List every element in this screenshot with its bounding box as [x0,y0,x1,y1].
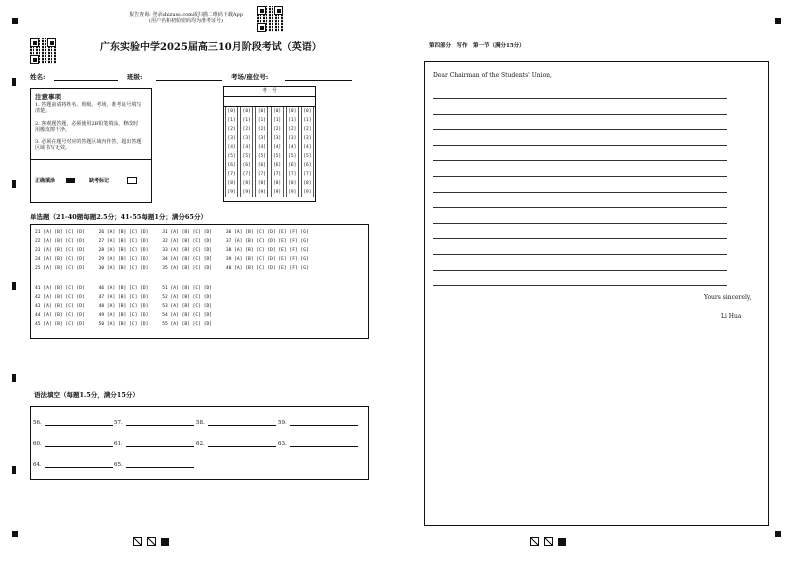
student-qr-code [30,38,56,64]
exam-number-bubble[interactable]: [2] [242,127,251,132]
exam-number-bubble[interactable]: [9] [273,190,282,195]
exam-number-bubble[interactable]: [0] [227,109,236,114]
exam-number-bubble[interactable]: [0] [242,109,251,114]
writing-line[interactable] [433,270,727,271]
grammar-item-56[interactable]: 56. [33,419,113,426]
grammar-item-60[interactable]: 60. [33,440,113,447]
notice-item-1: 1. 答题前请将姓名、班级、考场、准考证号填写清楚。 [35,102,142,114]
exam-number-bubble[interactable]: [8] [303,181,312,186]
exam-number-bubble[interactable]: [7] [227,172,236,177]
exam-number-bubble[interactable]: [7] [288,172,297,177]
absent-checkbox[interactable] [127,177,137,184]
timing-mark [12,78,16,86]
mcq-row[interactable]: 22 [A] [B] [C] [D] 27 [A] [B] [C] [D] 32 [A] [B] [C] [D] 37 [A] [B] [C] [D] [E] [F] [G] [35,239,309,244]
mcq-row[interactable]: 41 [A] [B] [C] [D] 46 [A] [B] [C] [D] 51 [A] [B] [C] [D] [35,286,213,291]
exam-number-bubble[interactable]: [1] [273,118,282,123]
exam-number-bubble[interactable]: [6] [303,163,312,168]
exam-number-bubble[interactable]: [5] [273,154,282,159]
grammar-item-58[interactable]: 58. [196,419,276,426]
exam-number-bubble[interactable]: [7] [273,172,282,177]
exam-number-bubble[interactable]: [9] [303,190,312,195]
mcq-row[interactable]: 43 [A] [B] [C] [D] 48 [A] [B] [C] [D] 53 [A] [B] [C] [D] [35,304,213,309]
writing-salutation: Dear Chairman of the Students' Union, [433,72,552,79]
writing-line[interactable] [433,114,727,115]
exam-number-bubble[interactable]: [3] [288,136,297,141]
exam-number-bubble[interactable]: [4] [303,145,312,150]
notice-box [30,88,152,203]
exam-title: 广东实验中学2025届高三10月阶段考试（英语） [100,42,322,53]
exam-number-bubble[interactable]: [1] [257,118,266,123]
report-notice [116,12,256,24]
exam-number-bubble[interactable]: [8] [288,181,297,186]
class-field[interactable] [156,80,222,81]
page-marker-right [530,531,570,539]
exam-number-bubble[interactable]: [0] [303,109,312,114]
corner-mark-bottom-left [12,531,18,537]
grammar-item-63[interactable]: 63. [278,440,358,447]
writing-line[interactable] [433,207,727,208]
exam-number-bubble[interactable]: [6] [242,163,251,168]
grammar-item-59[interactable]: 59. [278,419,358,426]
report-notice-line2: (用户名和初始密码均为准考证号) [149,18,223,24]
exam-number-bubble[interactable]: [7] [242,172,251,177]
exam-number-bubble[interactable]: [7] [257,172,266,177]
exam-number-bubble[interactable]: [2] [257,127,266,132]
exam-number-heading: 考 号 [224,87,315,97]
grammar-box [30,406,369,480]
exam-number-bubble[interactable]: [0] [273,109,282,114]
exam-number-bubble[interactable]: [3] [257,136,266,141]
exam-number-bubble[interactable]: [6] [227,163,236,168]
mcq-heading: 单选题（21-40题每题2.5分；41-55每题1分；满分65分） [30,213,207,221]
exam-number-bubble[interactable]: [0] [257,109,266,114]
app-qr-code[interactable] [257,6,283,32]
writing-line[interactable] [433,176,727,177]
correct-fill-sample [66,178,75,183]
writing-line[interactable] [433,160,727,161]
writing-closing: Yours sincerely, [704,294,752,301]
exam-number-write-row[interactable] [224,96,315,107]
timing-mark [12,466,16,474]
corner-mark-top-right [775,18,781,24]
notice-item-2: 2. 客观题答题，必须使用2B铅笔填涂，修改时用橡皮擦干净。 [35,121,139,133]
exam-number-bubble[interactable]: [5] [242,154,251,159]
exam-number-bubble[interactable]: [4] [242,145,251,150]
grammar-item-61[interactable]: 61. [114,440,194,447]
writing-line[interactable] [433,129,727,130]
notice-divider [31,159,151,160]
exam-number-bubble[interactable]: [3] [303,136,312,141]
exam-number-column [225,107,238,197]
exam-number-bubble[interactable]: [2] [227,127,236,132]
notice-heading: 注意事项 [35,93,61,101]
exam-number-bubble[interactable]: [3] [227,136,236,141]
exam-number-bubble[interactable]: [4] [288,145,297,150]
grammar-item-57[interactable]: 57. [114,419,194,426]
corner-mark-bottom-right [775,531,781,537]
exam-number-bubble[interactable]: [1] [227,118,236,123]
exam-number-bubble[interactable]: [1] [288,118,297,123]
absent-label: 缺考标记 [89,178,110,184]
grammar-item-62[interactable]: 62. [196,440,276,447]
name-label: 姓名: [30,73,46,81]
writing-line[interactable] [433,192,727,193]
writing-line[interactable] [433,238,727,239]
page-marker-left [133,531,173,539]
exam-number-column [271,107,284,197]
exam-number-bubble[interactable]: [5] [303,154,312,159]
exam-number-bubble[interactable]: [8] [227,181,236,186]
exam-number-bubble[interactable]: [9] [227,190,236,195]
exam-number-column [286,107,299,197]
timing-mark [12,374,16,382]
writing-heading: 第四部分 写作 第一节（满分15分） [429,43,525,49]
exam-number-bubble[interactable]: [8] [257,181,266,186]
exam-number-bubble[interactable]: [5] [227,154,236,159]
mcq-row[interactable]: 23 [A] [B] [C] [D] 28 [A] [B] [C] [D] 33 [A] [B] [C] [D] 38 [A] [B] [C] [D] [E] [F] [G] [35,248,309,253]
exam-number-bubble[interactable]: [0] [288,109,297,114]
exam-number-bubble[interactable]: [4] [273,145,282,150]
exam-number-bubble[interactable]: [6] [257,163,266,168]
mcq-row[interactable]: 45 [A] [B] [C] [D] 50 [A] [B] [C] [D] 55 [A] [B] [C] [D] [35,322,213,327]
exam-number-column [255,107,268,197]
seat-field[interactable] [285,80,352,81]
exam-number-bubble[interactable]: [1] [303,118,312,123]
grammar-item-65[interactable]: 65. [114,461,194,468]
exam-number-bubble[interactable]: [7] [303,172,312,177]
writing-line[interactable] [433,285,727,286]
exam-number-bubble[interactable]: [3] [242,136,251,141]
grammar-item-64[interactable]: 64. [33,461,113,468]
writing-line[interactable] [433,145,727,146]
timing-mark [12,282,16,290]
report-notice-line1: 报告查询: 登录shizuss.com或扫描二维码下载App [129,12,243,18]
exam-number-column [240,107,253,197]
name-field[interactable] [54,80,118,81]
exam-number-bubble[interactable]: [9] [257,190,266,195]
mcq-row[interactable]: 42 [A] [B] [C] [D] 47 [A] [B] [C] [D] 52 [A] [B] [C] [D] [35,295,213,300]
exam-number-bubble[interactable]: [9] [242,190,251,195]
correct-fill-label: 正确填涂 [35,178,56,184]
exam-number-bubble[interactable]: [4] [257,145,266,150]
exam-number-bubble[interactable]: [5] [288,154,297,159]
writing-box[interactable] [424,61,769,526]
exam-number-bubble[interactable]: [3] [273,136,282,141]
mcq-block-2 [35,284,212,329]
mcq-row[interactable]: 44 [A] [B] [C] [D] 49 [A] [B] [C] [D] 54 [A] [B] [C] [D] [35,313,213,318]
exam-number-bubble[interactable]: [4] [227,145,236,150]
exam-number-box [223,86,316,202]
exam-number-bubble[interactable]: [6] [288,163,297,168]
mcq-block-1 [35,228,309,273]
seat-label: 考场/座位号: [231,73,269,81]
exam-number-bubble[interactable]: [8] [242,181,251,186]
writing-line[interactable] [433,254,727,255]
mcq-box [30,224,369,339]
exam-number-bubble[interactable]: [2] [303,127,312,132]
exam-number-bubble[interactable]: [2] [288,127,297,132]
exam-number-bubble[interactable]: [2] [273,127,282,132]
exam-number-column [301,107,314,197]
class-label: 班级: [127,73,143,81]
writing-line[interactable] [433,98,727,99]
mcq-row[interactable]: 25 [A] [B] [C] [D] 30 [A] [B] [C] [D] 35 [A] [B] [C] [D] 40 [A] [B] [C] [D] [E] [F] [G] [35,266,309,271]
exam-number-bubble[interactable]: [6] [273,163,282,168]
writing-signature: Li Hua [721,313,742,320]
mcq-row[interactable]: 24 [A] [B] [C] [D] 29 [A] [B] [C] [D] 34 [A] [B] [C] [D] 39 [A] [B] [C] [D] [E] [F] [G] [35,257,309,262]
mcq-row[interactable]: 21 [A] [B] [C] [D] 26 [A] [B] [C] [D] 31 [A] [B] [C] [D] 36 [A] [B] [C] [D] [E] [F] [G] [35,230,309,235]
notice-item-3: 3. 必须在题号对应的答题区域内作答，超出答题区域书写无效。 [35,139,142,151]
corner-mark-top-left [12,18,18,24]
exam-number-bubble[interactable]: [8] [273,181,282,186]
timing-mark [12,180,16,188]
exam-number-bubble[interactable]: [1] [242,118,251,123]
exam-number-bubble[interactable]: [9] [288,190,297,195]
exam-number-bubbles [224,107,315,200]
writing-line[interactable] [433,223,727,224]
grammar-heading: 语法填空（每题1.5分，满分15分） [34,391,139,399]
exam-number-bubble[interactable]: [5] [257,154,266,159]
